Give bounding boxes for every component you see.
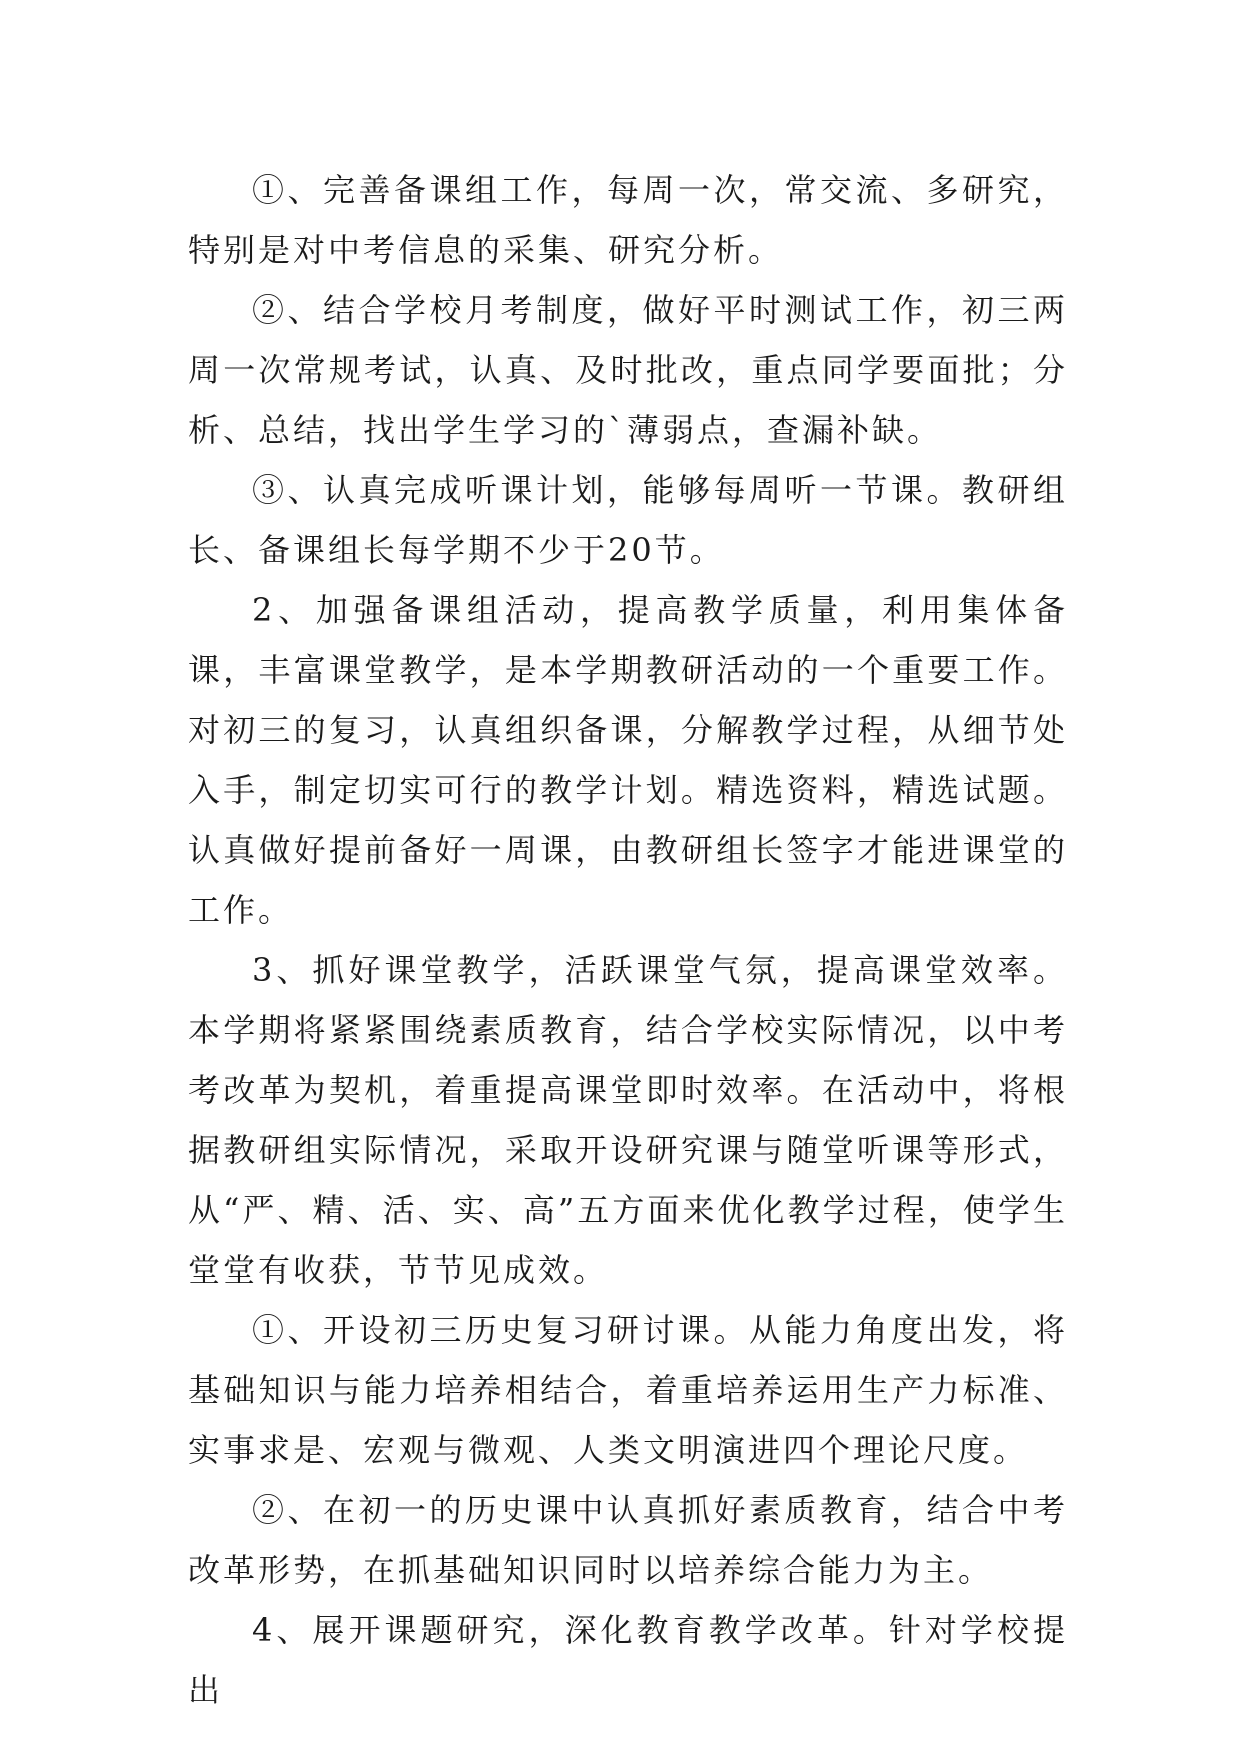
- paragraph: ②、结合学校月考制度，做好平时测试工作，初三两周一次常规考试，认真、及时批改，重点同学要面批；分析、总结，找出学生学习的`薄弱点，查漏补缺。: [188, 291, 1068, 449]
- paragraph: ②、在初一的历史课中认真抓好素质教育，结合中考改革形势，在抓基础知识同时以培养综合能力为主。: [188, 1491, 1068, 1589]
- paragraph: 3、抓好课堂教学，活跃课堂气氛，提高课堂效率。本学期将紧紧围绕素质教育，结合学校实际情况，以中考考改革为契机，着重提高课堂即时效率。在活动中，将根据教研组实际情况，采取开设研究课与随堂听课等形式，从“严、精、活、实、高”五方面来优化教学过程，使学生堂堂有收获，节节见成效。: [188, 951, 1068, 1289]
- paragraph: ③、认真完成听课计划，能够每周听一节课。教研组长、备课组长每学期不少于20节。: [188, 471, 1068, 569]
- paragraph: ①、完善备课组工作，每周一次，常交流、多研究，特别是对中考信息的采集、研究分析。: [188, 171, 1068, 269]
- paragraph: ①、开设初三历史复习研讨课。从能力角度出发，将基础知识与能力培养相结合，着重培养运用生产力标准、实事求是、宏观与微观、人类文明演进四个理论尺度。: [188, 1311, 1068, 1469]
- paragraph: 2、加强备课组活动，提高教学质量，利用集体备课，丰富课堂教学，是本学期教研活动的一个重要工作。对初三的复习，认真组织备课，分解教学过程，从细节处入手，制定切实可行的教学计划。精选资料，精选试题。认真做好提前备好一周课，由教研组长签字才能进课堂的工作。: [188, 591, 1068, 929]
- paragraph: 4、展开课题研究，深化教育教学改革。针对学校提出: [188, 1611, 1068, 1709]
- document-body: [188, 160, 1068, 1720]
